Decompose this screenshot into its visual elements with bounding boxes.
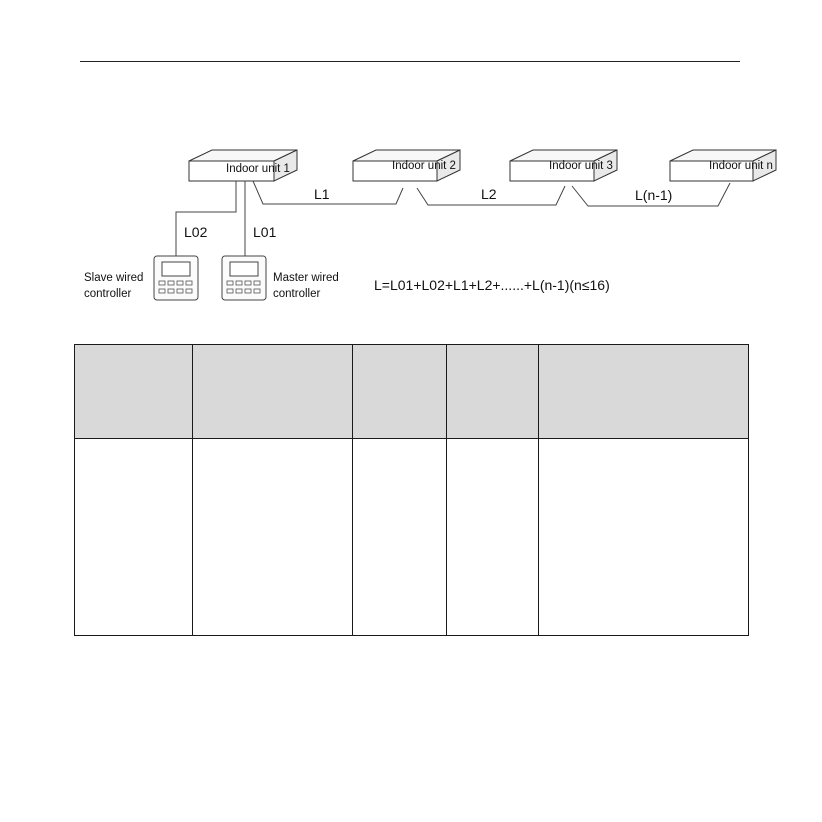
wire-l02 — [176, 181, 236, 256]
indoor-unit-2-label: Indoor unit 2 — [392, 160, 456, 172]
wiring-diagram — [0, 0, 822, 330]
spec-table — [74, 344, 749, 636]
indoor-unit-n-label: Indoor unit n — [709, 160, 773, 172]
slave-controller-label-line1: Slave wired — [84, 272, 144, 284]
table-header-cell — [193, 345, 353, 439]
table-header-cell — [353, 345, 447, 439]
cable-label-l02: L02 — [184, 224, 208, 240]
table-cell — [447, 439, 539, 636]
master-controller-label-line1: Master wired — [273, 272, 339, 284]
segment-label-ln-1: L(n-1) — [635, 187, 673, 203]
segment-label-l2: L2 — [481, 186, 497, 202]
master-controller-icon — [222, 256, 266, 300]
indoor-unit-2 — [353, 150, 460, 181]
table-header-cell — [447, 345, 539, 439]
table-row — [75, 439, 749, 636]
indoor-unit-3-label: Indoor unit 3 — [549, 160, 613, 172]
indoor-unit-1-label: Indoor unit 1 — [226, 163, 290, 175]
length-formula: L=L01+L02+L1+L2+......+L(n-1)(n≤16) — [374, 277, 610, 293]
table-header-cell — [539, 345, 749, 439]
indoor-unit-3 — [510, 150, 617, 181]
table-cell — [193, 439, 353, 636]
table-cell — [353, 439, 447, 636]
segment-label-l1: L1 — [314, 186, 330, 202]
cable-label-l01: L01 — [253, 224, 277, 240]
indoor-unit-1 — [189, 150, 297, 181]
table-header-cell — [75, 345, 193, 439]
table-header-row — [75, 345, 749, 439]
indoor-unit-n — [670, 150, 776, 181]
table-cell — [539, 439, 749, 636]
slave-controller-label-line2: controller — [84, 288, 132, 300]
table-cell — [75, 439, 193, 636]
slave-controller-icon — [154, 256, 198, 300]
master-controller-label-line2: controller — [273, 288, 321, 300]
